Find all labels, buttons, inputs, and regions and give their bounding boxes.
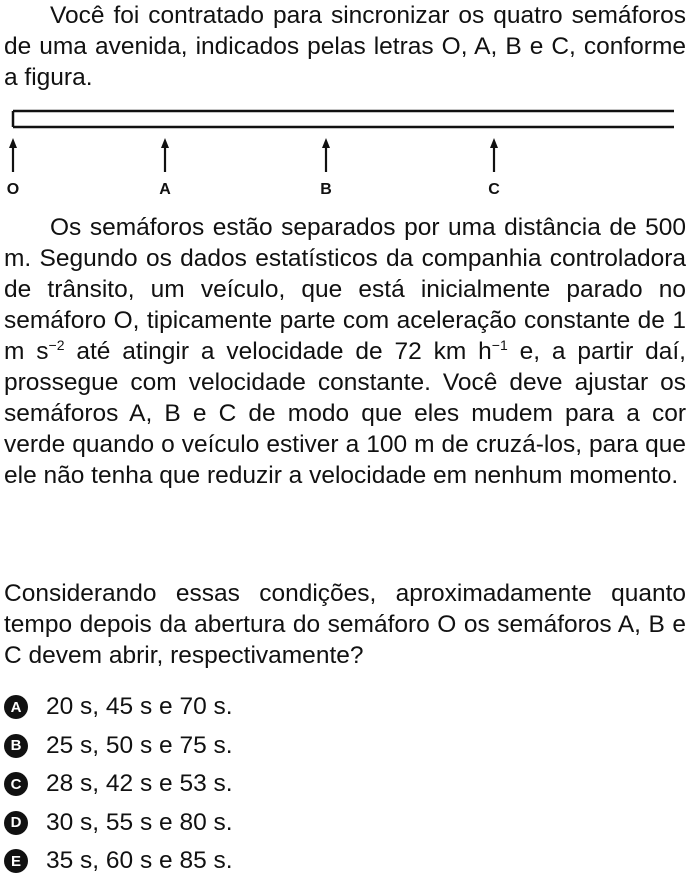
exponent-acceleration: −2: [48, 337, 65, 353]
arrow-a-icon: [161, 138, 169, 172]
traffic-light-figure: [0, 100, 696, 204]
arrow-b-icon: [322, 138, 330, 172]
option-e-text: 35 s, 60 s e 85 s.: [46, 847, 233, 875]
option-b[interactable]: [4, 727, 684, 766]
option-e-badge: E: [4, 849, 28, 873]
arrow-c-icon: [490, 138, 498, 172]
body-text-2: até atingir a velocidade de 72 km h: [64, 338, 492, 365]
body-paragraph: [4, 212, 686, 491]
intro-paragraph: Você foi contratado para sincronizar os quatro semáforos de uma avenida, indicados pelas letras O, A, B e C, conforme a figura.: [4, 2, 686, 91]
label-c: C: [488, 181, 500, 198]
exponent-velocity: −1: [491, 337, 508, 353]
option-d[interactable]: [4, 804, 684, 843]
avenue-road: [13, 111, 674, 127]
body-text-1: Os semáforos estão separados por uma distância de 500 m. Segundo os dados estatísticos da companhia controladora de trânsito, um veículo, que está inicialmente parado no semáforo O, tipicamente parte com aceleração constante de 1 m s: [4, 214, 686, 365]
option-d-text: 30 s, 55 s e 80 s.: [46, 808, 233, 836]
option-c-badge: C: [4, 772, 28, 796]
arrow-o-icon: [9, 138, 17, 172]
label-o: O: [6, 181, 20, 198]
option-b-badge: B: [4, 734, 28, 758]
option-e[interactable]: [4, 842, 684, 881]
label-a: A: [159, 181, 171, 198]
option-d-badge: D: [4, 811, 28, 835]
option-b-text: 25 s, 50 s e 75 s.: [46, 731, 233, 759]
option-a[interactable]: [4, 688, 684, 727]
option-c[interactable]: [4, 765, 684, 804]
option-c-text: 28 s, 42 s e 53 s.: [46, 770, 233, 798]
answer-options: [4, 688, 684, 881]
option-a-text: 20 s, 45 s e 70 s.: [46, 693, 233, 721]
label-b: B: [320, 181, 332, 198]
question-prompt: Considerando essas condições, aproximadamente quanto tempo depois da abertura do semáforo O os semáforos A, B e C devem abrir, respectivamente?: [4, 580, 686, 669]
body-text-3: e, a partir daí, prossegue com velocidade constante. Você deve ajustar os semáforos A, B e C de modo que eles mudem para a cor verde quando o veículo estiver a 100 m de cruzá-los, para que ele não tenha que reduzir a velocidade em nenhum momento.: [4, 338, 686, 489]
option-a-badge: A: [4, 695, 28, 719]
